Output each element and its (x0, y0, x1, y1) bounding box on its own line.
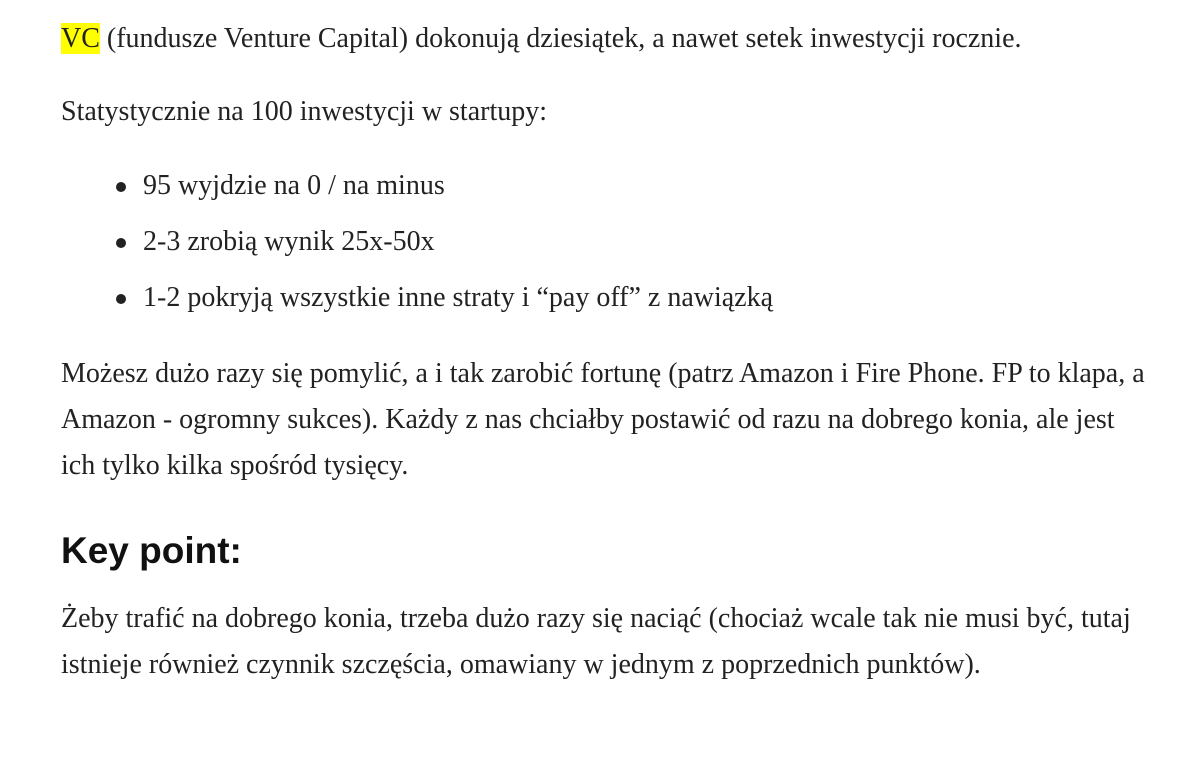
intro-paragraph (61, 16, 1022, 62)
bullet-icon (116, 182, 126, 192)
list-item (61, 163, 773, 219)
list-item (61, 219, 773, 275)
body-paragraph: Możesz dużo razy się pomylić, a i tak zarobić fortunę (patrz Amazon i Fire Phone. FP to klapa, a Amazon - ogromny sukces). Każdy z nas chciałby postawić od razu na dobrego konia, ale jest ich tylko kilka spośród tysięcy. (61, 358, 1145, 481)
list-item-text: 2-3 zrobią wynik 25x-50x (143, 226, 435, 257)
statistics-list (61, 163, 773, 331)
highlighted-term[interactable]: VC (61, 23, 100, 54)
key-point-paragraph: Żeby trafić na dobrego konia, trzeba dużo razy się naciąć (chociaż wcale tak nie musi być, tutaj istnieje również czynnik szczęścia, omawiany w jednym z poprzednich punktów). (61, 603, 1131, 680)
key-point-heading: Key point: (61, 530, 242, 571)
bullet-icon (116, 238, 126, 248)
bullet-icon (116, 294, 126, 304)
list-item-text: 1-2 pokryją wszystkie inne straty i “pay off” z nawiązką (143, 282, 774, 313)
list-item-text: 95 wyjdzie na 0 / na minus (143, 170, 445, 201)
list-item (61, 275, 773, 331)
statistics-intro: Statystycznie na 100 inwestycji w startupy: (61, 96, 548, 127)
intro-text: (fundusze Venture Capital) dokonują dziesiątek, a nawet setek inwestycji rocznie. (99, 23, 1022, 54)
